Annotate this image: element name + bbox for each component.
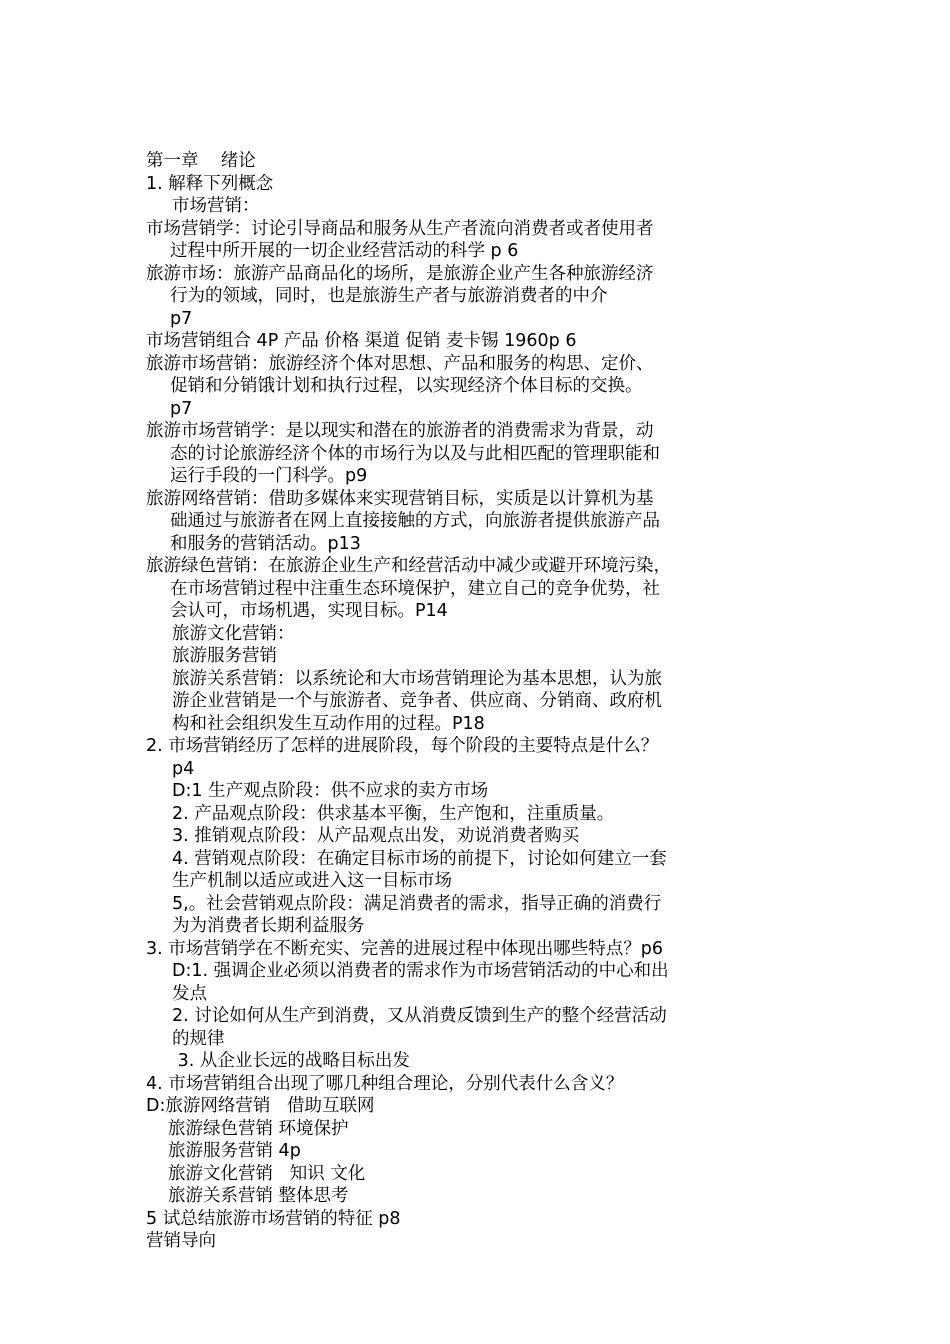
text-line: 旅游文化营销： [172, 623, 295, 644]
text-line: 市场营销组合 4P 产品 价格 渠道 促销 麦卡锡 1960p 6 [146, 331, 577, 351]
text-line: p7 [170, 308, 193, 329]
text-line: 营销导向 [146, 1231, 216, 1251]
text-line: 在市场营销过程中注重生态环境保护，建立自己的竞争优势，社 [170, 578, 660, 599]
text-line: 态的讨论旅游经济个体的市场行为以及与此相匹配的管理职能和 [170, 443, 660, 464]
document-page [146, 150, 814, 1253]
text-line: 旅游市场营销学：是以现实和潜在的旅游者的消费需求为背景，动 [146, 421, 654, 441]
text-line: 2. 讨论如何从生产到消费，又从消费反馈到生产的整个经营活动 [172, 1006, 667, 1026]
text-line: 发点 [172, 983, 207, 1004]
text-line: 5 试总结旅游市场营销的特征 p8 [146, 1208, 401, 1229]
text-line: 旅游文化营销 知识 文化 [168, 1163, 366, 1184]
text-line: 2. 市场营销经历了怎样的进展阶段，每个阶段的主要特点是什么？ [146, 736, 659, 756]
text-line: 的规律 [172, 1028, 225, 1049]
text-line: D:1. 强调企业必须以消费者的需求作为市场营销活动的中心和出 [172, 961, 669, 981]
text-line: 4. 市场营销组合出现了哪几种组合理论，分别代表什么含义？ [146, 1073, 624, 1094]
text-line: 过程中所开展的一切企业经营活动的科学 p 6 [170, 241, 519, 261]
text-line: 础通过与旅游者在网上直接接触的方式，向旅游者提供旅游产品 [170, 511, 660, 531]
text-line: 为为消费者长期利益服务 [172, 916, 365, 936]
text-line: 3. 市场营销学在不断充实、完善的进展过程中体现出哪些特点？p6 [146, 938, 663, 959]
text-line: 运行手段的一门科学。p9 [170, 466, 368, 486]
text-line: 旅游绿色营销：在旅游企业生产和经营活动中减少或避开环境污染， [146, 556, 671, 576]
text-line: 旅游市场：旅游产品商品化的场所，是旅游企业产生各种旅游经济 [146, 263, 654, 284]
text-line: 构和社会组织发生互动作用的过程。P18 [172, 713, 485, 734]
text-line: p7 [170, 398, 193, 419]
text-line: 生产机制以适应或进入这一目标市场 [172, 871, 452, 891]
text-line: 旅游服务营销 4p [168, 1141, 301, 1161]
text-line: 会认可，市场机遇，实现目标。P14 [170, 601, 448, 621]
text-line: 5,。社会营销观点阶段：满足消费者的需求，指导正确的消费行 [172, 893, 662, 914]
text-line: D:1 生产观点阶段：供不应求的卖方市场 [172, 781, 489, 801]
text-line: 3. 从企业长远的战略目标出发 [172, 1051, 410, 1071]
text-line: 旅游绿色营销 环境保护 [168, 1118, 349, 1139]
text-line: 第一章 绪论 [146, 151, 256, 171]
text-line: 市场营销： [172, 196, 260, 216]
text-line: 旅游网络营销：借助多媒体来实现营销目标，实质是以计算机为基 [146, 488, 654, 509]
text-line: 旅游关系营销：以系统论和大市场营销理论为基本思想，认为旅 [172, 668, 662, 689]
text-line: 旅游市场营销：旅游经济个体对思想、产品和服务的构思、定价、 [146, 353, 654, 374]
text-line: 和服务的营销活动。p13 [170, 533, 361, 554]
text-line: 旅游服务营销 [172, 646, 277, 666]
text-line: 2. 产品观点阶段：供求基本平衡，生产饱和，注重质量。 [172, 803, 615, 824]
text-line: 行为的领域，同时，也是旅游生产者与旅游消费者的中介 [170, 286, 608, 306]
text-line: 4. 营销观点阶段：在确定目标市场的前提下，讨论如何建立一套 [172, 848, 667, 869]
text-line: 游企业营销是一个与旅游者、竞争者、供应商、分销商、政府机 [172, 691, 662, 711]
text-line: 促销和分销饿计划和执行过程，以实现经济个体目标的交换。 [170, 376, 643, 396]
text-line: 旅游关系营销 整体思考 [168, 1186, 349, 1206]
text-line: 3. 推销观点阶段：从产品观点出发，劝说消费者购买 [172, 826, 580, 846]
text-line: 1. 解释下列概念 [146, 173, 274, 194]
text-line: p4 [172, 758, 195, 779]
text-line: D:旅游网络营销 借助互联网 [146, 1096, 375, 1116]
text-line: 市场营销学：讨论引导商品和服务从生产者流向消费者或者使用者 [146, 218, 654, 239]
